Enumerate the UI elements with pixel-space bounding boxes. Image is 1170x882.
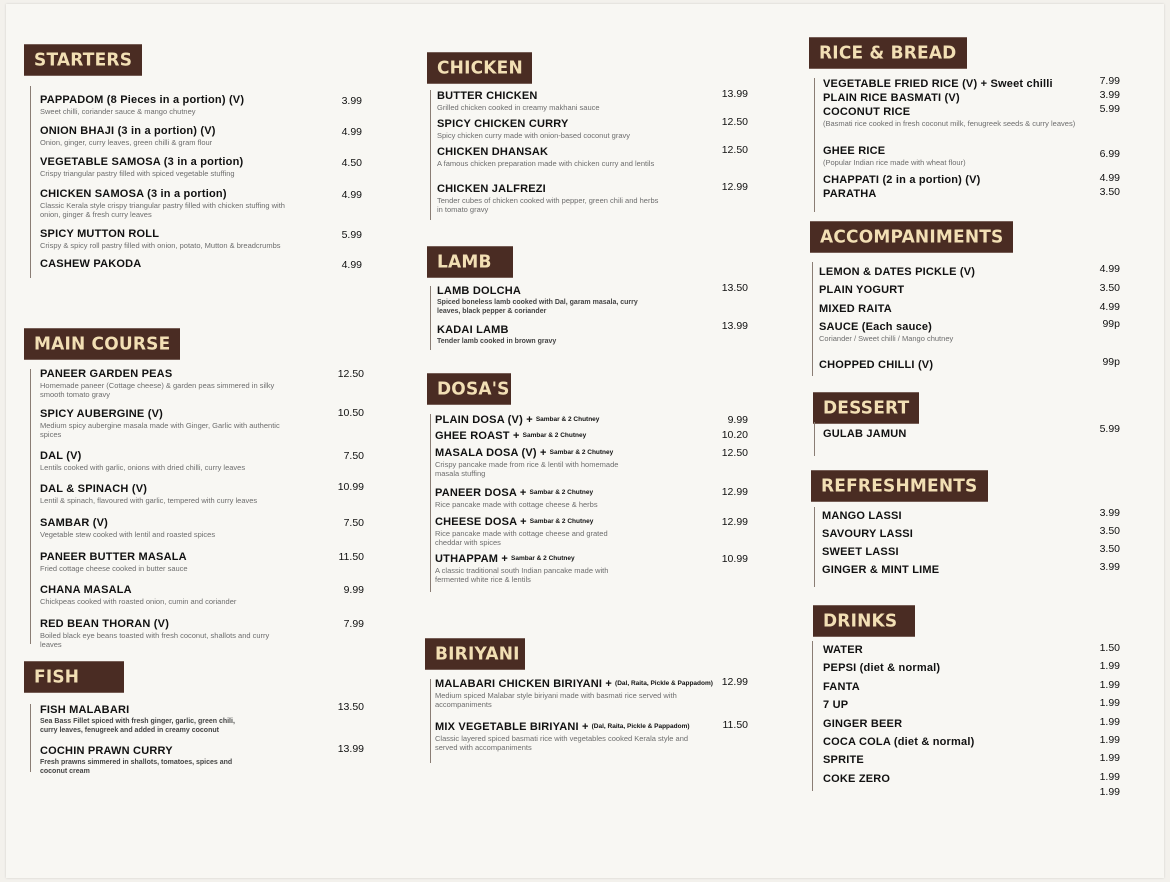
menu-item	[823, 428, 1043, 440]
menu-item-description: Tender lamb cooked in brown gravy	[437, 338, 557, 345]
menu-item-name	[823, 428, 1043, 440]
menu-item-name	[823, 773, 1043, 785]
menu-item-price: 12.50	[721, 144, 748, 156]
menu-item	[823, 681, 1043, 693]
menu-item-description: Lentil & spinach, flavoured with garlic, tempered with curry leaves	[40, 496, 258, 505]
section-rule	[30, 704, 31, 772]
menu-item-price: 12.99	[721, 181, 748, 193]
menu-item-description: Grilled chicken cooked in creamy makhani sauce	[437, 103, 600, 112]
section-rule	[430, 679, 431, 763]
menu-item-price: 10.99	[721, 553, 748, 565]
menu-item-name	[40, 368, 285, 380]
menu-item	[437, 146, 662, 168]
section-banner-drinks: DRINKS	[813, 605, 915, 637]
menu-item	[823, 699, 1043, 711]
menu-item-extra: (Dal, Raita, Pickle & Pappadom)	[591, 723, 690, 730]
menu-item-description: Homemade paneer (Cottage cheese) & garden peas simmered in silky smooth tomato gravy	[40, 381, 275, 399]
menu-item-price: 7.50	[343, 517, 364, 529]
menu-item-price: 12.99	[721, 486, 748, 498]
menu-item-name-text: ONION BHAJI (3 in a portion) (V)	[40, 125, 216, 137]
menu-item-name-text: SAVOURY LASSI	[822, 528, 914, 540]
menu-item-name	[823, 699, 1043, 711]
menu-item-name	[40, 618, 285, 630]
menu-item-price: 11.50	[722, 719, 748, 731]
menu-item-price: 99p	[1102, 318, 1120, 330]
menu-item-name-text: WATER	[823, 644, 863, 656]
menu-item	[40, 156, 290, 178]
menu-item-description: Tender cubes of chicken cooked with pepper, green chili and herbs in tomato gravy	[437, 196, 659, 214]
menu-item-name-text: GINGER & MINT LIME	[822, 564, 940, 576]
menu-item-name-text: PEPSI (diet & normal)	[823, 662, 941, 674]
section-rule	[812, 641, 813, 791]
menu-item	[40, 551, 285, 573]
menu-item-description: Crispy & spicy roll pastry filled with onion, potato, Mutton & breadcrumbs	[40, 241, 281, 250]
section-banner-dosas: DOSA'S	[427, 373, 511, 405]
menu-item-description: Boiled black eye beans toasted with fresh coconut, shallots and curry leaves	[40, 631, 270, 649]
menu-item	[40, 704, 240, 735]
menu-item-description: Crispy pancake made from rice & lentil with homemade masala stuffing	[435, 460, 619, 478]
menu-item-name	[822, 564, 1042, 576]
menu-item-name-text: SPRITE	[823, 754, 864, 766]
menu-item-description: Onion, ginger, curry leaves, green chilli & gram flour	[40, 138, 213, 147]
menu-item-name	[40, 450, 285, 462]
menu-item	[822, 528, 1042, 540]
section-banner-rice-bread: RICE & BREAD	[809, 37, 967, 69]
menu-item-price: 12.50	[721, 447, 748, 459]
menu-item	[40, 125, 290, 147]
menu-item-name	[823, 718, 1043, 730]
menu-item	[823, 188, 1078, 200]
menu-item-price: 3.50	[1099, 282, 1120, 294]
menu-item-name-text: VEGETABLE FRIED RICE (V) + Sweet chilli	[823, 78, 1053, 90]
menu-item-price: 5.99	[341, 229, 362, 241]
menu-item-name	[40, 94, 290, 106]
menu-item-name	[819, 321, 1039, 333]
menu-item-description: (Popular Indian rice made with wheat flour)	[823, 158, 966, 167]
menu-item	[823, 718, 1043, 730]
menu-item	[819, 303, 1039, 315]
menu-item-price: 12.50	[337, 368, 364, 380]
menu-item	[40, 517, 285, 539]
menu-item-name-text: PANEER BUTTER MASALA	[40, 551, 187, 563]
menu-item	[437, 285, 662, 316]
menu-item	[823, 754, 1043, 766]
menu-item-name	[823, 754, 1043, 766]
menu-item	[823, 145, 1078, 167]
menu-item	[822, 564, 1042, 576]
menu-item-name-text: FANTA	[823, 681, 860, 693]
menu-item-name	[437, 324, 662, 336]
menu-item	[40, 368, 285, 399]
menu-item-name-text: MIX VEGETABLE BIRIYANI +	[435, 721, 589, 733]
section-banner-accompaniments: ACCOMPANIMENTS	[810, 221, 1013, 253]
menu-page	[6, 4, 1164, 878]
section-banner-lamb: LAMB	[427, 246, 513, 278]
section-banner-biriyani: BIRIYANI	[425, 638, 525, 670]
menu-item	[40, 618, 285, 649]
menu-item-name-text: SWEET LASSI	[822, 546, 899, 558]
menu-item-name	[823, 644, 1043, 656]
menu-item-name-text: RED BEAN THORAN (V)	[40, 618, 170, 630]
menu-item-name	[435, 516, 620, 528]
menu-item-name-text: GHEE ROAST +	[435, 430, 520, 442]
menu-item	[435, 678, 713, 709]
menu-item-price: 10.50	[337, 407, 364, 419]
section-rule	[814, 507, 815, 587]
menu-item-name-text: DAL & SPINACH (V)	[40, 483, 148, 495]
menu-item-name	[435, 487, 620, 499]
menu-item-name-text: COCONUT RICE	[823, 106, 911, 118]
menu-item-name	[823, 188, 1078, 200]
menu-item-name	[435, 678, 713, 690]
menu-item	[435, 447, 620, 478]
menu-item	[819, 266, 1039, 278]
menu-item-name	[435, 721, 690, 733]
menu-item-name	[435, 414, 620, 426]
menu-item-price: 10.99	[337, 481, 364, 493]
section-rule	[430, 414, 431, 592]
menu-item-price: 4.99	[1099, 172, 1120, 184]
menu-item-extra: Sambar & 2 Chutney	[549, 449, 614, 456]
menu-item-name-text: MIXED RAITA	[819, 303, 892, 315]
menu-item-price: 1.99	[1099, 660, 1120, 672]
menu-item-name-text: CHOPPED CHILLI (V)	[819, 359, 934, 371]
menu-item-price: 9.99	[727, 414, 748, 426]
menu-item-name-text: BUTTER CHICKEN	[437, 90, 538, 102]
menu-item-name-text: SPICY MUTTON ROLL	[40, 228, 160, 240]
menu-item	[437, 324, 662, 346]
menu-item-name-text: MALABARI CHICKEN BIRIYANI +	[435, 678, 613, 690]
menu-item-extra: Sambar & 2 Chutney	[511, 555, 575, 562]
menu-item-name	[823, 92, 1078, 104]
menu-item-price: 1.99	[1099, 771, 1120, 783]
menu-item-name	[823, 681, 1043, 693]
menu-item-name	[40, 228, 290, 240]
menu-item-name	[823, 145, 1078, 157]
menu-item-price: 3.50	[1099, 525, 1120, 537]
menu-item	[40, 745, 240, 776]
menu-item-name	[435, 553, 620, 565]
menu-item-price: 13.99	[721, 88, 748, 100]
menu-item-price: 3.99	[1099, 89, 1120, 101]
section-rule	[814, 78, 815, 212]
menu-item-name-text: DAL (V)	[40, 450, 82, 462]
menu-item	[435, 487, 620, 509]
menu-item-name-text: LEMON & DATES PICKLE (V)	[819, 266, 976, 278]
menu-item-name-text: COCA COLA (diet & normal)	[823, 736, 975, 748]
menu-item-description: Fresh prawns simmered in shallots, tomatoes, spices and coconut cream	[40, 759, 233, 775]
menu-item	[435, 721, 690, 752]
menu-item-name	[40, 517, 285, 529]
section-banner-starters: STARTERS	[24, 44, 142, 76]
menu-item-price: 1.99	[1099, 716, 1120, 728]
menu-item-price: 4.99	[1099, 263, 1120, 275]
menu-item-price: 13.99	[721, 320, 748, 332]
menu-item-name-text: SPICY AUBERGINE (V)	[40, 408, 163, 420]
menu-item	[823, 662, 1043, 674]
menu-item-price: 1.99	[1099, 697, 1120, 709]
menu-item-name	[437, 118, 662, 130]
menu-item-description: Classic Kerala style crispy triangular pastry filled with chicken stuffing with onion, ginger & fresh curry leaves	[40, 201, 285, 219]
menu-item-name-text: CHANA MASALA	[40, 584, 132, 596]
menu-item-name-text: 7 UP	[823, 699, 849, 711]
menu-item-name	[437, 90, 662, 102]
menu-item-name	[819, 266, 1039, 278]
menu-item-price: 12.99	[721, 516, 748, 528]
menu-item-name-text: SPICY CHICKEN CURRY	[437, 118, 569, 130]
menu-item	[40, 258, 290, 270]
menu-item-price: 7.99	[343, 618, 364, 630]
menu-item-description: Medium spiced Malabar style biriyani made with basmati rice served with accompaniments	[435, 691, 677, 709]
menu-item-name-text: CHEESE DOSA +	[435, 516, 527, 528]
menu-item	[823, 78, 1078, 90]
menu-item-name-text: PLAIN YOGURT	[819, 284, 905, 296]
drinks-extra-price: 1.99	[1099, 786, 1120, 798]
menu-item-name	[40, 745, 240, 757]
menu-item-price: 9.99	[343, 584, 364, 596]
menu-item-name-text: PANEER GARDEN PEAS	[40, 368, 173, 380]
menu-item	[823, 644, 1043, 656]
menu-item-name	[40, 258, 290, 270]
menu-item-name	[822, 546, 1042, 558]
menu-item	[822, 546, 1042, 558]
menu-item-price: 3.99	[341, 95, 362, 107]
menu-item	[823, 773, 1043, 785]
menu-item	[40, 188, 290, 219]
menu-item-name-text: PLAIN RICE BASMATI (V)	[823, 92, 960, 104]
menu-item	[823, 106, 1078, 128]
menu-item-name-text: CHICKEN DHANSAK	[437, 146, 549, 158]
menu-item	[40, 584, 285, 606]
menu-item-name	[819, 359, 1039, 371]
menu-item-name-text: PAPPADOM (8 Pieces in a portion) (V)	[40, 94, 245, 106]
menu-item	[437, 183, 662, 214]
menu-item-price: 3.99	[1099, 507, 1120, 519]
menu-item-description: Rice pancake made with cottage cheese and grated cheddar with spices	[435, 529, 608, 547]
menu-item-description: Sweet chilli, coriander sauce & mango chutney	[40, 107, 196, 116]
menu-item-description: Spicy chicken curry made with onion-based coconut gravy	[437, 131, 631, 140]
menu-item-description: Chickpeas cooked with roasted onion, cumin and coriander	[40, 597, 237, 606]
menu-item-description: Fried cottage cheese cooked in butter sauce	[40, 564, 188, 573]
menu-item-description: (Basmati rice cooked in fresh coconut milk, fenugreek seeds & curry leaves)	[823, 119, 1076, 128]
menu-item-description: Rice pancake made with cottage cheese & herbs	[435, 500, 598, 509]
menu-item-name	[823, 174, 1078, 186]
menu-item-description: Vegetable stew cooked with lentil and roasted spices	[40, 530, 216, 539]
menu-item	[819, 321, 1039, 343]
menu-item-name	[40, 408, 285, 420]
menu-item-name	[40, 704, 240, 716]
menu-item-price: 3.50	[1099, 186, 1120, 198]
menu-item-price: 13.50	[721, 282, 748, 294]
menu-item	[437, 118, 662, 140]
menu-item-name-text: UTHAPPAM +	[435, 553, 508, 565]
menu-item-description: Coriander / Sweet chilli / Mango chutney	[819, 334, 954, 343]
menu-item-price: 13.99	[337, 743, 364, 755]
menu-item-name	[822, 510, 1042, 522]
menu-item-name	[823, 78, 1078, 90]
menu-item-name	[40, 156, 290, 168]
menu-item-description: Classic layered spiced basmati rice with vegetables cooked Kerala style and served with accompaniments	[435, 734, 689, 752]
menu-item-name-text: CHICKEN JALFREZI	[437, 183, 546, 195]
section-banner-refreshments: REFRESHMENTS	[811, 470, 988, 502]
menu-item-price: 5.99	[1099, 423, 1120, 435]
menu-item-name	[823, 106, 1078, 118]
menu-item-description: Sea Bass Fillet spiced with fresh ginger, garlic, green chili, curry leaves, fenugreek and added in creamy coconut	[40, 718, 235, 734]
menu-item-name-text: KADAI LAMB	[437, 324, 509, 336]
menu-item-name	[822, 528, 1042, 540]
menu-item-description: Crispy triangular pastry filled with spiced vegetable stuffing	[40, 169, 235, 178]
section-rule	[430, 286, 431, 350]
menu-item-name-text: COCHIN PRAWN CURRY	[40, 745, 173, 757]
menu-item-name	[40, 125, 290, 137]
menu-item-name-text: SAUCE (Each sauce)	[819, 321, 933, 333]
menu-item-price: 4.99	[341, 259, 362, 271]
menu-item-price: 1.99	[1099, 679, 1120, 691]
section-rule	[812, 262, 813, 376]
menu-item	[435, 553, 620, 584]
menu-item-name-text: PARATHA	[823, 188, 877, 200]
menu-item-name	[819, 284, 1039, 296]
menu-item	[435, 414, 620, 426]
menu-item	[435, 516, 620, 547]
menu-item-name	[435, 430, 620, 442]
menu-item-name-text: GHEE RICE	[823, 145, 886, 157]
menu-item-name	[40, 188, 290, 200]
menu-item-price: 6.99	[1099, 148, 1120, 160]
menu-item-price: 5.99	[1099, 103, 1120, 115]
menu-item-price: 3.50	[1099, 543, 1120, 555]
menu-item-description: Medium spicy aubergine masala made with Ginger, Garlic with authentic spices	[40, 421, 280, 439]
menu-item	[819, 359, 1039, 371]
menu-item-name	[823, 662, 1043, 674]
menu-item-price: 4.99	[341, 126, 362, 138]
menu-item-name	[437, 146, 662, 158]
menu-item-name-text: VEGETABLE SAMOSA (3 in a portion)	[40, 156, 244, 168]
section-banner-main-course: MAIN COURSE	[24, 328, 180, 360]
menu-item-price: 12.50	[721, 116, 748, 128]
menu-item-description: A classic traditional south Indian pancake made with fermented white rice & lentils	[435, 566, 609, 584]
section-rule	[814, 422, 815, 456]
menu-item-name	[40, 551, 285, 563]
section-banner-chicken: CHICKEN	[427, 52, 532, 84]
menu-item	[40, 483, 285, 505]
menu-item-name-text: COKE ZERO	[823, 773, 891, 785]
section-banner-fish: FISH	[24, 661, 124, 693]
menu-item-price: 1.99	[1099, 752, 1120, 764]
menu-item-name-text: GULAB JAMUN	[823, 428, 907, 440]
menu-item-name-text: PLAIN DOSA (V) +	[435, 414, 533, 426]
menu-item-name	[437, 183, 662, 195]
menu-item-name-text: FISH MALABARI	[40, 704, 130, 716]
menu-item-name-text: MASALA DOSA (V) +	[435, 447, 547, 459]
menu-item	[823, 174, 1078, 186]
menu-item-name-text: LAMB DOLCHA	[437, 285, 522, 297]
menu-item	[822, 510, 1042, 522]
menu-item-name	[435, 447, 620, 459]
menu-item	[40, 408, 285, 439]
menu-item-name	[437, 285, 662, 297]
section-rule	[30, 86, 31, 278]
section-rule	[30, 369, 31, 644]
menu-item	[40, 228, 290, 250]
menu-item-price: 4.99	[1099, 301, 1120, 313]
menu-item	[435, 430, 620, 442]
menu-item-name-text: SAMBAR (V)	[40, 517, 108, 529]
menu-item	[40, 450, 285, 472]
menu-item-description: Lentils cooked with garlic, onions with dried chilli, curry leaves	[40, 463, 246, 472]
menu-item-name	[40, 584, 285, 596]
menu-item	[437, 90, 662, 112]
section-banner-dessert: DESSERT	[813, 392, 919, 424]
menu-item-name	[40, 483, 285, 495]
menu-item-name-text: CHICKEN SAMOSA (3 in a portion)	[40, 188, 227, 200]
menu-item-price: 3.99	[1099, 561, 1120, 573]
menu-item-extra: Sambar & 2 Chutney	[529, 518, 594, 525]
menu-item-extra: (Dal, Raita, Pickle & Pappadom)	[615, 680, 713, 687]
menu-item-name	[819, 303, 1039, 315]
menu-item-extra: Sambar & 2 Chutney	[529, 489, 594, 496]
menu-item-price: 10.20	[721, 429, 748, 441]
menu-item-name-text: MANGO LASSI	[822, 510, 902, 522]
menu-item	[40, 94, 290, 116]
menu-item	[823, 92, 1078, 104]
menu-item-price: 4.99	[341, 189, 362, 201]
menu-item-name-text: CASHEW PAKODA	[40, 258, 142, 270]
menu-item-price: 1.99	[1099, 734, 1120, 746]
menu-item-name-text: GINGER BEER	[823, 718, 903, 730]
menu-item-name-text: PANEER DOSA +	[435, 487, 527, 499]
menu-item-extra: Sambar & 2 Chutney	[535, 416, 600, 423]
menu-item-price: 1.50	[1099, 642, 1120, 654]
menu-item-description: A famous chicken preparation made with chicken curry and lentils	[437, 159, 655, 168]
menu-item-price: 7.50	[343, 450, 364, 462]
menu-item-description: Spiced boneless lamb cooked with Dal, garam masala, curry leaves, black pepper & coriander	[437, 299, 638, 315]
menu-item-price: 11.50	[338, 551, 364, 563]
menu-item-name-text: CHAPPATI (2 in a portion) (V)	[823, 174, 981, 186]
menu-item-price: 12.99	[721, 676, 748, 688]
menu-item-price: 13.50	[337, 701, 364, 713]
menu-item	[819, 284, 1039, 296]
menu-item-price: 99p	[1102, 356, 1120, 368]
menu-item	[823, 736, 1043, 748]
section-rule	[430, 90, 431, 220]
menu-item-extra: Sambar & 2 Chutney	[522, 432, 587, 439]
menu-item-name	[823, 736, 1043, 748]
menu-item-price: 7.99	[1099, 75, 1120, 87]
menu-item-price: 4.50	[341, 157, 362, 169]
